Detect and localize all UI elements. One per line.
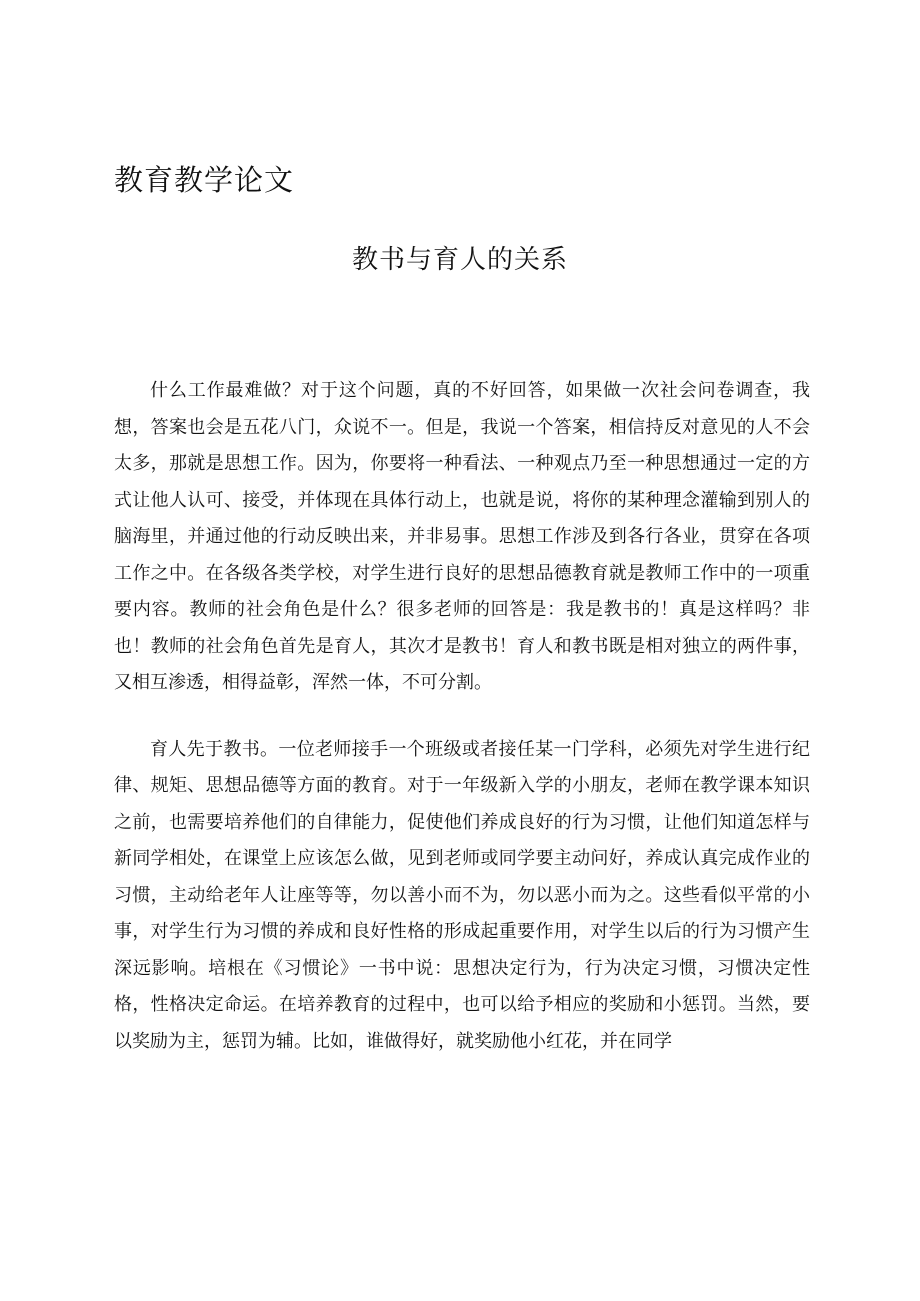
body-paragraph: 什么工作最难做？对于这个问题，真的不好回答，如果做一次社会问卷调查，我想，答案也会是五花八门，众说不一。但是，我说一个答案，相信持反对意见的人不会太多，那就是思想工作。因为，你要将一种看法、一种观点乃至一种思想通过一定的方式让他人认可、接受，并体现在具体行动上，也就是说，将你的某种理念灌输到别人的脑海里，并通过他的行动反映出来，并非易事。思想工作涉及到各行各业，贯穿在各项工作之中。在各级各类学校，对学生进行良好的思想品德教育就是教师工作中的一项重要内容。教师的社会角色是什么？很多老师的回答是：我是教书的！真是这样吗？非也！教师的社会角色首先是育人，其次才是教书！育人和教书既是相对独立的两件事，又相互渗透，相得益彰，浑然一体，不可分割。 (114, 380, 810, 693)
document-body (114, 373, 810, 1090)
document-title: 教书与育人的关系 (351, 245, 568, 275)
document-category-heading: 教育教学论文 (114, 163, 295, 197)
body-paragraph: 育人先于教书。一位老师接手一个班级或者接任某一门学科，必须先对学生进行纪律、规矩、思想品德等方面的教育。对于一年级新入学的小朋友，老师在教学课本知识之前，也需要培养他们的自律能力，促使他们养成良好的行为习惯，让他们知道怎样与新同学相处，在课堂上应该怎么做，见到老师或同学要主动问好，养成认真完成作业的习惯，主动给老年人让座等等，勿以善小而不为，勿以恶小而为之。这些看似平常的小事，对学生行为习惯的养成和良好性格的形成起重要作用，对学生以后的行为习惯产生深远影响。培根在《习惯论》一书中说：思想决定行为，行为决定习惯，习惯决定性格，性格决定命运。在培养教育的过程中，也可以给予相应的奖励和小惩罚。当然，要以奖励为主，惩罚为辅。比如，谁做得好，就奖励他小红花，并在同学 (114, 738, 810, 1052)
